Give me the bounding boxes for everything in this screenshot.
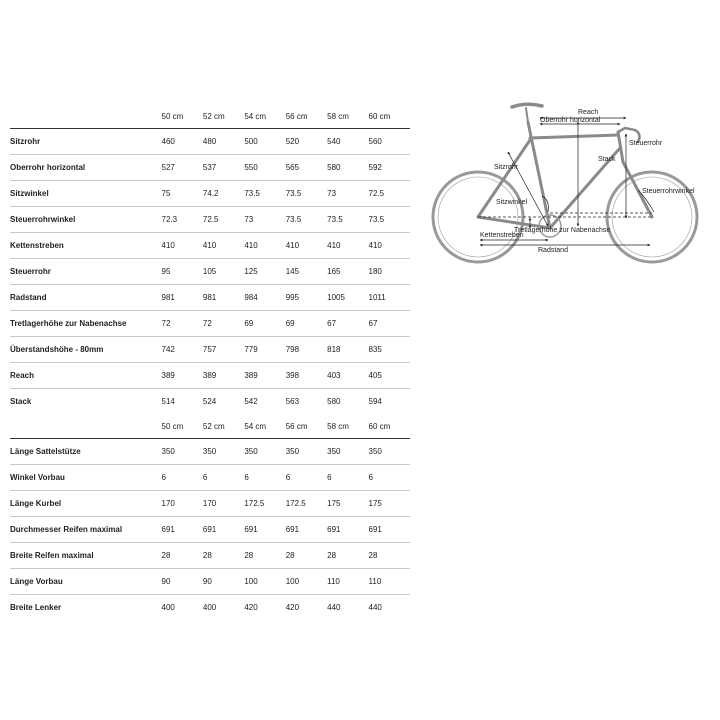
value-cell: 403: [327, 363, 368, 389]
table-row: [10, 337, 410, 363]
table-row: [10, 595, 410, 621]
table-row: [10, 517, 410, 543]
row-label: Durchmesser Reifen maximal: [10, 517, 162, 543]
value-cell: 389: [244, 363, 285, 389]
row-label: Breite Reifen maximal: [10, 543, 162, 569]
value-cell: 172.5: [244, 491, 285, 517]
value-cell: 1011: [369, 285, 410, 311]
value-cell: 90: [203, 569, 244, 595]
row-label: Winkel Vorbau: [10, 465, 162, 491]
value-cell: 100: [286, 569, 327, 595]
value-cell: 350: [162, 439, 203, 465]
size-header-row: [10, 414, 410, 439]
row-label: Stack: [10, 397, 32, 406]
value-cell: 580: [327, 155, 368, 181]
value-cell: 420: [244, 603, 258, 612]
seat-tube-label: Sitzrohr: [494, 164, 519, 171]
value-cell: 835: [369, 337, 410, 363]
value-cell: 73: [244, 207, 285, 233]
size-header-cell: 52 cm: [203, 414, 244, 439]
value-cell: 410: [286, 233, 327, 259]
value-cell: 72.5: [203, 207, 244, 233]
size-header-cell: 50 cm: [162, 104, 203, 129]
value-cell: 73.5: [286, 181, 327, 207]
wheelbase-label: Radstand: [538, 247, 568, 254]
size-header-cell: 60 cm: [369, 104, 410, 129]
row-label: Reach: [10, 363, 162, 389]
value-cell: 125: [244, 259, 285, 285]
value-cell: 73.5: [369, 207, 410, 233]
value-cell: 72.3: [162, 207, 203, 233]
value-cell: 350: [203, 439, 244, 465]
value-cell: 420: [285, 603, 300, 612]
size-header-cell: 54 cm: [244, 414, 285, 439]
value-cell: 28: [286, 543, 327, 569]
value-cell: 691: [327, 517, 368, 543]
value-cell: 28: [327, 543, 368, 569]
table-row: [10, 439, 410, 465]
value-cell: 981: [203, 285, 244, 311]
value-cell: 175: [369, 491, 410, 517]
row-label: Oberrohr horizontal: [10, 155, 162, 181]
value-cell: 73.5: [286, 207, 327, 233]
value-cell: 691: [162, 517, 203, 543]
size-header-cell: 58 cm: [327, 414, 368, 439]
value-cell: 594: [368, 397, 382, 406]
value-cell: 580: [327, 397, 341, 406]
seat-angle-label: Sitzwinkel: [496, 199, 528, 206]
value-cell: 28: [244, 543, 285, 569]
row-label: Sitzrohr: [10, 129, 162, 155]
value-cell: 540: [327, 129, 368, 155]
chainstay-label: Kettenstreben: [480, 232, 524, 239]
value-cell: 110: [369, 569, 410, 595]
value-cell: 389: [162, 363, 203, 389]
value-cell: 691: [203, 517, 244, 543]
value-cell: 691: [244, 517, 285, 543]
value-cell: 500: [244, 129, 285, 155]
table-row: [10, 491, 410, 517]
size-header-cell: 54 cm: [244, 104, 285, 129]
value-cell: 400: [202, 603, 217, 612]
row-label: Kettenstreben: [10, 233, 162, 259]
row-label: Steuerrohrwinkel: [10, 207, 162, 233]
table-row: [10, 465, 410, 491]
head-angle-label: Steuerrohrwinkel: [642, 188, 695, 195]
value-cell: 440: [327, 603, 341, 612]
row-label: Länge Sattelstütze: [10, 439, 162, 465]
value-cell: 757: [203, 337, 244, 363]
value-cell: 410: [203, 233, 244, 259]
value-cell: 565: [286, 155, 327, 181]
value-cell: 560: [369, 129, 410, 155]
size-header-cell: 58 cm: [327, 104, 368, 129]
value-cell: 400: [161, 603, 175, 612]
stack-label: Stack: [598, 156, 616, 163]
value-cell: 72.5: [369, 181, 410, 207]
value-cell: 550: [244, 155, 285, 181]
value-cell: 74.2: [203, 181, 244, 207]
table-row: [10, 389, 410, 415]
value-cell: 90: [162, 569, 203, 595]
size-header-cell: 56 cm: [286, 104, 327, 129]
value-cell: 440: [368, 603, 382, 612]
row-label: Länge Kurbel: [10, 491, 162, 517]
value-cell: 1005: [327, 285, 368, 311]
value-cell: 110: [327, 569, 368, 595]
value-cell: 6: [327, 465, 368, 491]
value-cell: 28: [203, 543, 244, 569]
value-cell: 350: [369, 439, 410, 465]
row-label: Breite Lenker: [10, 603, 62, 612]
value-cell: 520: [286, 129, 327, 155]
row-label: Steuerrohr: [10, 259, 162, 285]
value-cell: 6: [162, 465, 203, 491]
table-row: [10, 569, 410, 595]
value-cell: 28: [369, 543, 410, 569]
value-cell: 69: [286, 311, 327, 337]
value-cell: 691: [286, 517, 327, 543]
size-header-cell: 56 cm: [286, 414, 327, 439]
table-row: [10, 207, 410, 233]
value-cell: 691: [369, 517, 410, 543]
value-cell: 984: [244, 285, 285, 311]
value-cell: 170: [162, 491, 203, 517]
value-cell: 72: [162, 311, 203, 337]
value-cell: 524: [202, 397, 217, 406]
value-cell: 165: [327, 259, 368, 285]
geometry-table: [10, 104, 410, 414]
value-cell: 67: [369, 311, 410, 337]
value-cell: 28: [162, 543, 203, 569]
bb-drop-label: Tretlagerhöhe zur Nabenachse: [514, 227, 611, 234]
value-cell: 6: [244, 465, 285, 491]
row-label: Tretlagerhöhe zur Nabenachse: [10, 311, 162, 337]
value-cell: 542: [244, 397, 258, 406]
value-cell: 981: [162, 285, 203, 311]
value-cell: 779: [244, 337, 285, 363]
value-cell: 410: [327, 233, 368, 259]
table-row: [10, 259, 410, 285]
value-cell: 398: [286, 363, 327, 389]
value-cell: 6: [203, 465, 244, 491]
value-cell: 73: [327, 181, 368, 207]
value-cell: 100: [244, 569, 285, 595]
value-cell: 95: [162, 259, 203, 285]
header-corner: [10, 414, 162, 439]
components-table: [10, 414, 410, 620]
table-row: [10, 363, 410, 389]
row-label: Sitzwinkel: [10, 181, 162, 207]
value-cell: 6: [286, 465, 327, 491]
table-row: [10, 233, 410, 259]
value-cell: 995: [286, 285, 327, 311]
value-cell: 389: [203, 363, 244, 389]
table-row: [10, 311, 410, 337]
table-row: [10, 181, 410, 207]
top-tube-label: Oberrohr horizontal: [540, 117, 601, 124]
reach-label: Reach: [578, 109, 599, 116]
value-cell: 72: [203, 311, 244, 337]
value-cell: 69: [244, 311, 285, 337]
table-row: [10, 285, 410, 311]
table-row: [10, 543, 410, 569]
row-label: Überstandshöhe - 80mm: [10, 337, 162, 363]
value-cell: 350: [327, 439, 368, 465]
value-cell: 480: [203, 129, 244, 155]
value-cell: 563: [285, 397, 300, 406]
head-tube-label: Steuerrohr: [629, 140, 663, 147]
value-cell: 73.5: [244, 181, 285, 207]
value-cell: 350: [286, 439, 327, 465]
value-cell: 742: [162, 337, 203, 363]
value-cell: 537: [203, 155, 244, 181]
value-cell: 105: [203, 259, 244, 285]
value-cell: 6: [369, 465, 410, 491]
size-header-cell: 52 cm: [203, 104, 244, 129]
row-label: Radstand: [10, 285, 162, 311]
row-label: Länge Vorbau: [10, 569, 162, 595]
value-cell: 798: [286, 337, 327, 363]
size-header-row: [10, 104, 410, 129]
value-cell: 410: [162, 233, 203, 259]
table-row: [10, 129, 410, 155]
bike-geometry-diagram: [430, 100, 710, 280]
value-cell: 460: [162, 129, 203, 155]
value-cell: 175: [327, 491, 368, 517]
value-cell: 180: [369, 259, 410, 285]
value-cell: 592: [369, 155, 410, 181]
value-cell: 350: [244, 439, 285, 465]
value-cell: 67: [327, 311, 368, 337]
header-corner: [10, 104, 162, 129]
value-cell: 170: [203, 491, 244, 517]
size-header-cell: 50 cm: [162, 414, 203, 439]
table-row: [10, 155, 410, 181]
value-cell: 410: [244, 233, 285, 259]
value-cell: 172.5: [286, 491, 327, 517]
value-cell: 405: [369, 363, 410, 389]
value-cell: 818: [327, 337, 368, 363]
value-cell: 145: [286, 259, 327, 285]
value-cell: 514: [161, 397, 175, 406]
value-cell: 527: [162, 155, 203, 181]
size-header-cell: 60 cm: [369, 414, 410, 439]
value-cell: 75: [162, 181, 203, 207]
value-cell: 410: [369, 233, 410, 259]
value-cell: 73.5: [327, 207, 368, 233]
